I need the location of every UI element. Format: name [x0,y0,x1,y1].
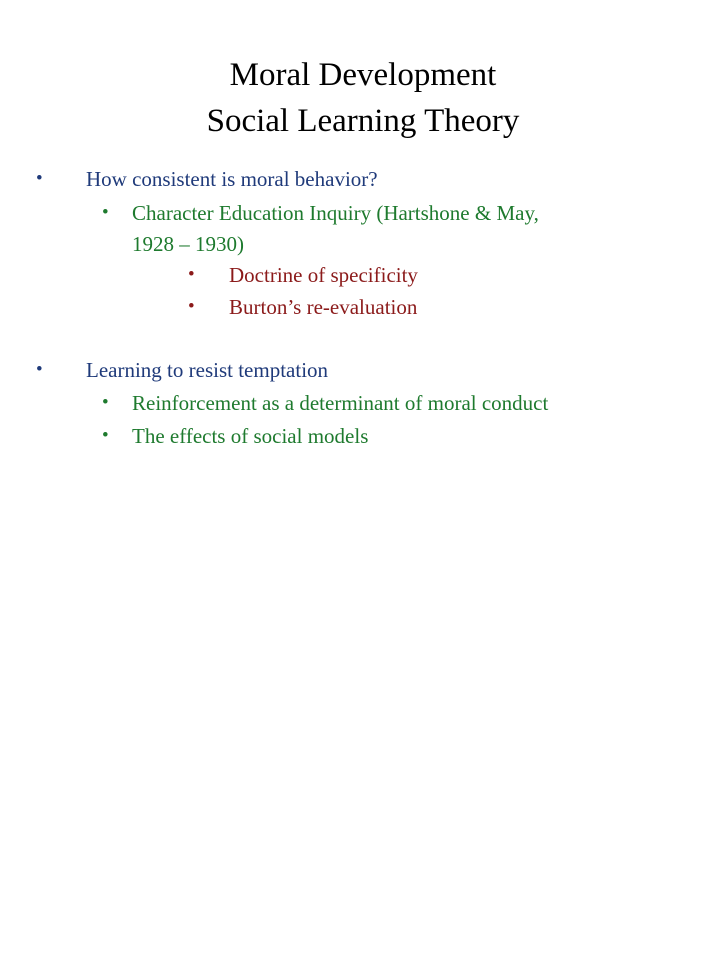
bullet-marker: • [102,425,109,446]
bullet-level2-character-education-cont: 1928 – 1930) [132,232,244,256]
bullet-marker: • [36,168,43,189]
bullet-marker: • [102,392,109,413]
bullet-level3-burton: Burton’s re-evaluation [229,295,418,319]
title-line-2: Social Learning Theory [206,103,520,139]
bullet-level1-consistency: How consistent is moral behavior? [86,167,378,191]
bullet-marker: • [36,359,43,380]
bullet-level2-social-models: The effects of social models [132,424,369,448]
bullet-level1-temptation: Learning to resist temptation [86,358,329,382]
slide-title [0,52,720,144]
bullet-marker: • [188,296,195,317]
bullet-level2-reinforcement: Reinforcement as a determinant of moral conduct [132,391,549,415]
title-line-1: Moral Development [229,57,497,93]
bullet-level2-character-education: Character Education Inquiry (Hartshone & May, [132,201,539,225]
bullet-level3-doctrine: Doctrine of specificity [229,263,418,287]
bullet-marker: • [102,202,109,223]
bullet-marker: • [188,264,195,285]
